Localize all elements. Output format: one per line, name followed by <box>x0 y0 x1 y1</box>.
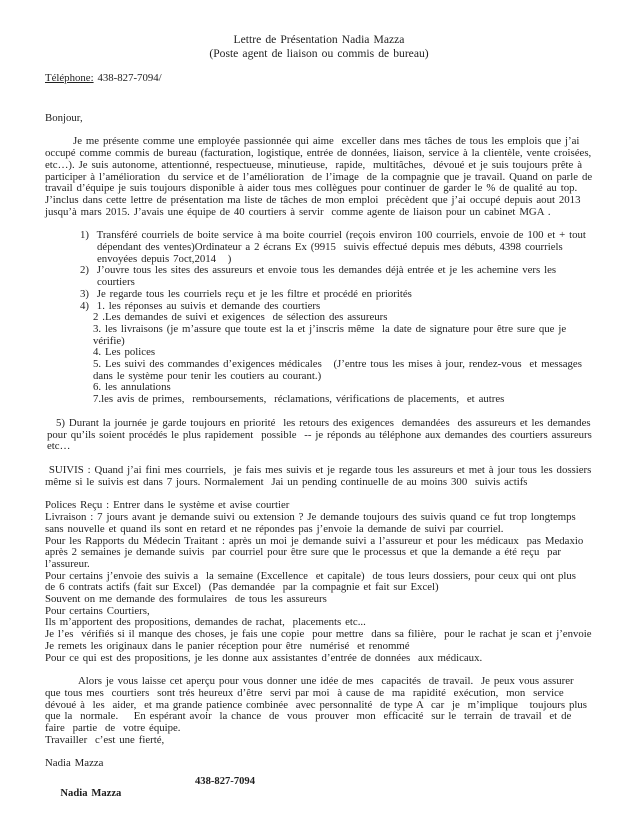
telephone-line <box>45 73 593 85</box>
footer-name: Nadia Mazza <box>60 787 122 799</box>
letter-content <box>0 33 638 770</box>
letter-title-line2: (Poste agent de liaison ou commis de bureau) <box>209 46 429 60</box>
rapports-line: Pour les Rapports du Médecin Traitant : après un moi je demande suivi a l’assureur et pour les médicaux pas Medaxio après 2 semaines je demande suivis par courriel pour être sure que le processus et que la demande a été reçu par l’assureur. <box>45 534 592 570</box>
letter-title-line1: Lettre de Présentation Nadia Mazza <box>233 33 405 46</box>
signature-name: Nadia Mazza <box>45 757 104 770</box>
task-item-4: 4) 1. les réponses au suivis et demande des courtiers <box>80 299 321 312</box>
closing-paragraph: Alors je vous laisse cet aperçu pour vous donner une idée de mes capacités de travail. Je peux vous assurer que tous mes courtiers sont trés heureux d’être servi par moi à cause de ma rapidité exécution, mon service dévoué à les aider, et ma grande patience combinée avec personnalité de type A car je m’implique toujours plus que la normale. En espérant avoir la chance de vous prouver mon efficacité sur le terrain de travail et de faire partie de votre équipe. <box>45 675 595 735</box>
certains-suivis-line: Pour certains j’envoie des suivis a la semaine (Excellence et capitale) de tous leurs dossiers, pour ceux qui ont plus de 6 contrats actifs (fait sur Excel) (Pas demandée par la compagnie et fait sur Excel) <box>45 569 584 594</box>
assistantes-line: Pour ce qui est des propositions, je les donne aux assistantes d’entrée de données aux médicaux. <box>45 651 483 664</box>
suivis-paragraph: SUIVIS : Quand j’ai fini mes courriels, je fais mes suivis et je regarde tous les assureurs et met à jour tous les dossiers même si le suivis est dans 7 jours. Normalement Jai un pending continuelle de au moins 300 suivis actifs <box>45 463 596 488</box>
courtiers-line: Pour certains Courtiers, <box>45 604 150 617</box>
verification-line: Je l’es vérifiés si il manque des choses, je fais une copie pour mettre dans sa filière, pour le rachat je scan et j’envoie Je remets les originaux dans le panier réception pour être numérisé et renommé <box>45 628 596 652</box>
polices-line: Polices Reçu : Entrer dans le système et avise courtier <box>45 499 290 512</box>
footer-phone: 438-827-7094 <box>195 776 256 787</box>
telephone-label: Téléphone: <box>45 72 94 84</box>
task-item-2: 2) J’ouvre tous les sites des assureurs et envoie tous les demandes déjà entrée et je les achemine vers les courtiers <box>80 264 561 289</box>
task-subitem-7: 7.les avis de primes, remboursements, réclamations, vérifications de placements, et autres <box>93 393 505 406</box>
page-footer <box>45 776 593 823</box>
greeting: Bonjour, <box>45 111 83 124</box>
intro-paragraph: Je me présente comme une employée passionnée qui aime exceller dans mes tâches de tous les emplois que j’ai occupé comme commis de bureau (facturation, logistique, entrée de données, liaison, service à la clientèle, vente croisées, etc…). Je suis autonome, attentionné, respectueuse, minutieuse, rapide, multitâches, dévoué et je suis toujours prête à participer à l’amélioration du service et de l’amélioration de l’image de la compagnie que je travail. Quand on parle de travail d’équipe je suis toujours disponible à aider tous mes collègues pour continuer de garder le % de qualité au top. J’inclus dans cette lettre de présentation ma liste de tâches de mon emploi précèdent que j’ai occupé depuis aout 2013 jusqu’à mars 2015. J’avais une équipe de 40 courtiers à servir comme agente de liaison pour un cabinet MGA . <box>45 135 597 218</box>
task-item-3: 3) Je regarde tous les courriels reçu et je les filtre et procédé en priorités <box>80 287 412 300</box>
task-item-5: 5) Durant la journée je garde toujours en priorité les retours des exigences demandées des assureurs et les demandes pour qu’ils soient procédés le plus rapidement possible -- je réponds au téléphone aux demandes des courtiers assureurs etc… <box>47 416 596 453</box>
task-subitem-3: 3. les livraisons (je m’assure que toute est la et j’inscris même la date de signature pour être sure que je vérifie) <box>93 322 571 347</box>
livraison-line: Livraison : 7 jours avant je demande suivi ou extension ? Je demande toujours des suivis quand ce fut trop longtemps sans nouvelle et quand ils sont en retard et ne répondes pas j’envoie la demande de suivi par courriel. <box>45 511 580 535</box>
pride-line: Travailler c’est une fierté, <box>45 733 165 746</box>
telephone-value: 438-827-7094/ <box>93 72 162 84</box>
task-subitem-6: 6. les annulations <box>93 381 171 394</box>
formulaires-line: Souvent on me demande des formulaires de tous les assureurs <box>45 593 327 606</box>
letter-body <box>45 135 597 770</box>
task-subitem-4: 4. Les polices <box>93 346 156 359</box>
task-subitem-2: 2 .Les demandes de suivi et exigences de sélection des assureurs <box>93 311 388 324</box>
task-subitem-5: 5. Les suivi des commandes d’exigences médicales (J’entre tous les mises à jour, rendez-vous et messages dans le système pour tenir les coutiers au courant.) <box>93 358 586 382</box>
propositions-line: Ils m’apportent des propositions, demandes de rachat, placements etc... <box>45 616 366 629</box>
task-item-1: 1) Transféré courriels de boite service à ma boite courriel (reçois environ 100 courriels, envoie de 100 et + tout dépendant des ventes)Ordinateur a 2 écrans Ex (9915 suivis effectué depuis mes débuts, 4398 courriels envoyées depuis 7oct,2014 ) <box>80 229 590 265</box>
